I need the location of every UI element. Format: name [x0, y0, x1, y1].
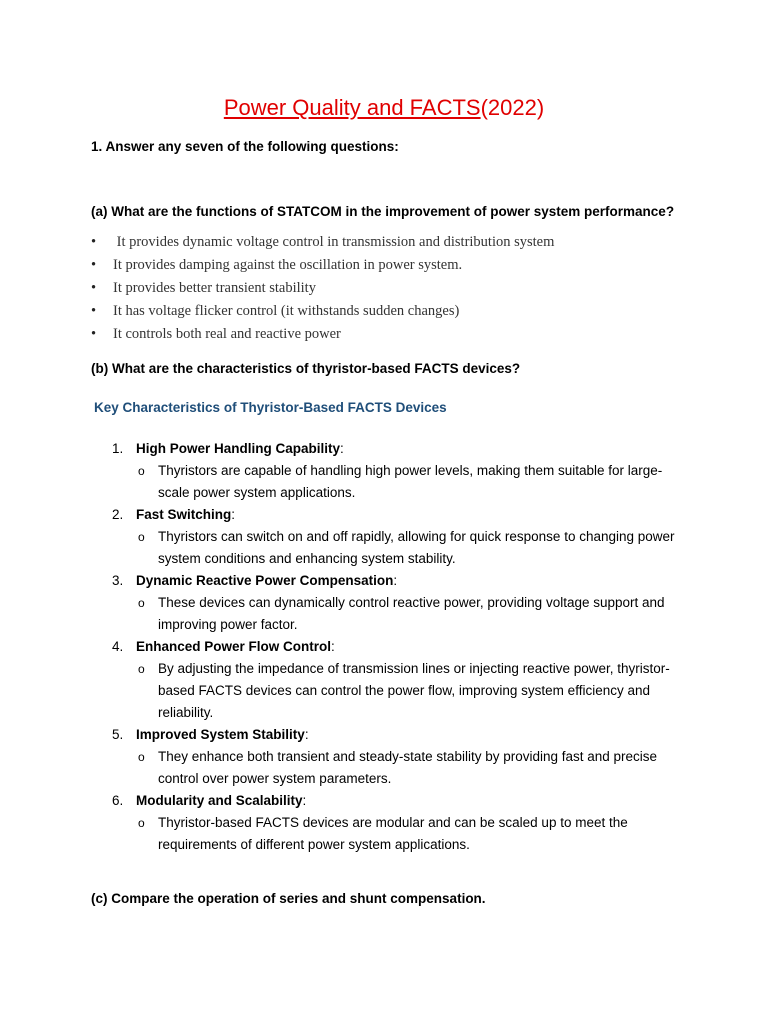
- title-year: (2022): [480, 95, 545, 120]
- item-number: 1.: [112, 441, 124, 456]
- bullet-icon: •: [91, 303, 97, 319]
- list-item: [112, 724, 692, 790]
- item-detail: [136, 592, 692, 636]
- list-item-text: It provides better transient stability: [113, 280, 316, 296]
- circle-bullet-icon: o: [138, 596, 145, 610]
- item-detail-text: By adjusting the impedance of transmission lines or injecting reactive power, thyristor-based FACTS devices can control the power flow, improving system efficiency and reliability.: [158, 661, 670, 720]
- item-colon: :: [340, 441, 344, 456]
- list-item-text: It controls both real and reactive power: [113, 326, 341, 342]
- bullet-icon: •: [91, 257, 97, 273]
- list-item: [91, 255, 554, 278]
- item-detail: [136, 460, 692, 504]
- list-item: [91, 301, 554, 324]
- item-title: Enhanced Power Flow Control: [136, 639, 332, 654]
- bullet-icon: •: [91, 326, 97, 342]
- list-item: [112, 790, 692, 856]
- characteristics-list: [112, 438, 692, 856]
- item-colon: :: [231, 507, 236, 522]
- question-b: (b) What are the characteristics of thyristor-based FACTS devices?: [91, 361, 521, 376]
- item-number: 3.: [112, 573, 124, 588]
- circle-bullet-icon: o: [138, 464, 145, 478]
- list-item: [112, 570, 692, 636]
- question-a: (a) What are the functions of STATCOM in the improvement of power system performance?: [91, 204, 675, 219]
- item-number: 6.: [112, 793, 124, 808]
- list-item: [91, 278, 554, 301]
- list-item: [112, 636, 692, 724]
- list-item-text: It provides dynamic voltage control in transmission and distribution system: [113, 234, 555, 250]
- item-detail: [136, 526, 692, 570]
- item-title: Modularity and Scalability: [136, 793, 303, 808]
- circle-bullet-icon: o: [138, 530, 145, 544]
- question-c: (c) Compare the operation of series and shunt compensation.: [91, 891, 486, 906]
- item-colon: :: [393, 573, 398, 588]
- item-colon: :: [302, 793, 307, 808]
- item-title: Dynamic Reactive Power Compensation: [136, 573, 394, 588]
- circle-bullet-icon: o: [138, 750, 145, 764]
- item-title: High Power Handling Capability: [136, 441, 341, 456]
- item-colon: :: [331, 639, 335, 654]
- item-detail-text: Thyristors can switch on and off rapidly, allowing for quick response to changing power system conditions and enhancing system stability.: [158, 529, 675, 566]
- list-item: [112, 504, 692, 570]
- bullet-icon: •: [91, 280, 97, 296]
- title-main: Power Quality and FACTS: [223, 95, 481, 120]
- item-number: 5.: [112, 727, 124, 742]
- item-detail: [136, 658, 692, 724]
- question-a-bullet-list: [91, 232, 554, 347]
- instruction-text: 1. Answer any seven of the following questions:: [91, 139, 399, 154]
- item-detail-text: They enhance both transient and steady-state stability by providing fast and precise control over power system parameters.: [158, 749, 658, 786]
- item-detail-text: Thyristors are capable of handling high power levels, making them suitable for large-scale power system applications.: [158, 463, 663, 500]
- item-detail-text: Thyristor-based FACTS devices are modular and can be scaled up to meet the requirements of different power system applications.: [158, 815, 628, 852]
- circle-bullet-icon: o: [138, 662, 145, 676]
- list-item: [91, 324, 554, 347]
- list-item-text: It has voltage flicker control (it withstands sudden changes): [113, 303, 460, 319]
- item-number: 2.: [112, 507, 124, 522]
- circle-bullet-icon: o: [138, 816, 145, 830]
- list-item-text: It provides damping against the oscillation in power system.: [113, 257, 463, 273]
- bullet-icon: •: [91, 234, 97, 250]
- item-colon: :: [304, 727, 309, 742]
- item-detail-text: These devices can dynamically control reactive power, providing voltage support and improving power factor.: [158, 595, 665, 632]
- list-item: [112, 438, 692, 504]
- item-detail: [136, 812, 692, 856]
- item-detail: [136, 746, 692, 790]
- item-title: Improved System Stability: [136, 727, 305, 742]
- list-item: [91, 232, 554, 255]
- page-title: [0, 92, 768, 124]
- section-subheading: Key Characteristics of Thyristor-Based FACTS Devices: [94, 400, 447, 415]
- item-number: 4.: [112, 639, 124, 654]
- item-title: Fast Switching: [136, 507, 232, 522]
